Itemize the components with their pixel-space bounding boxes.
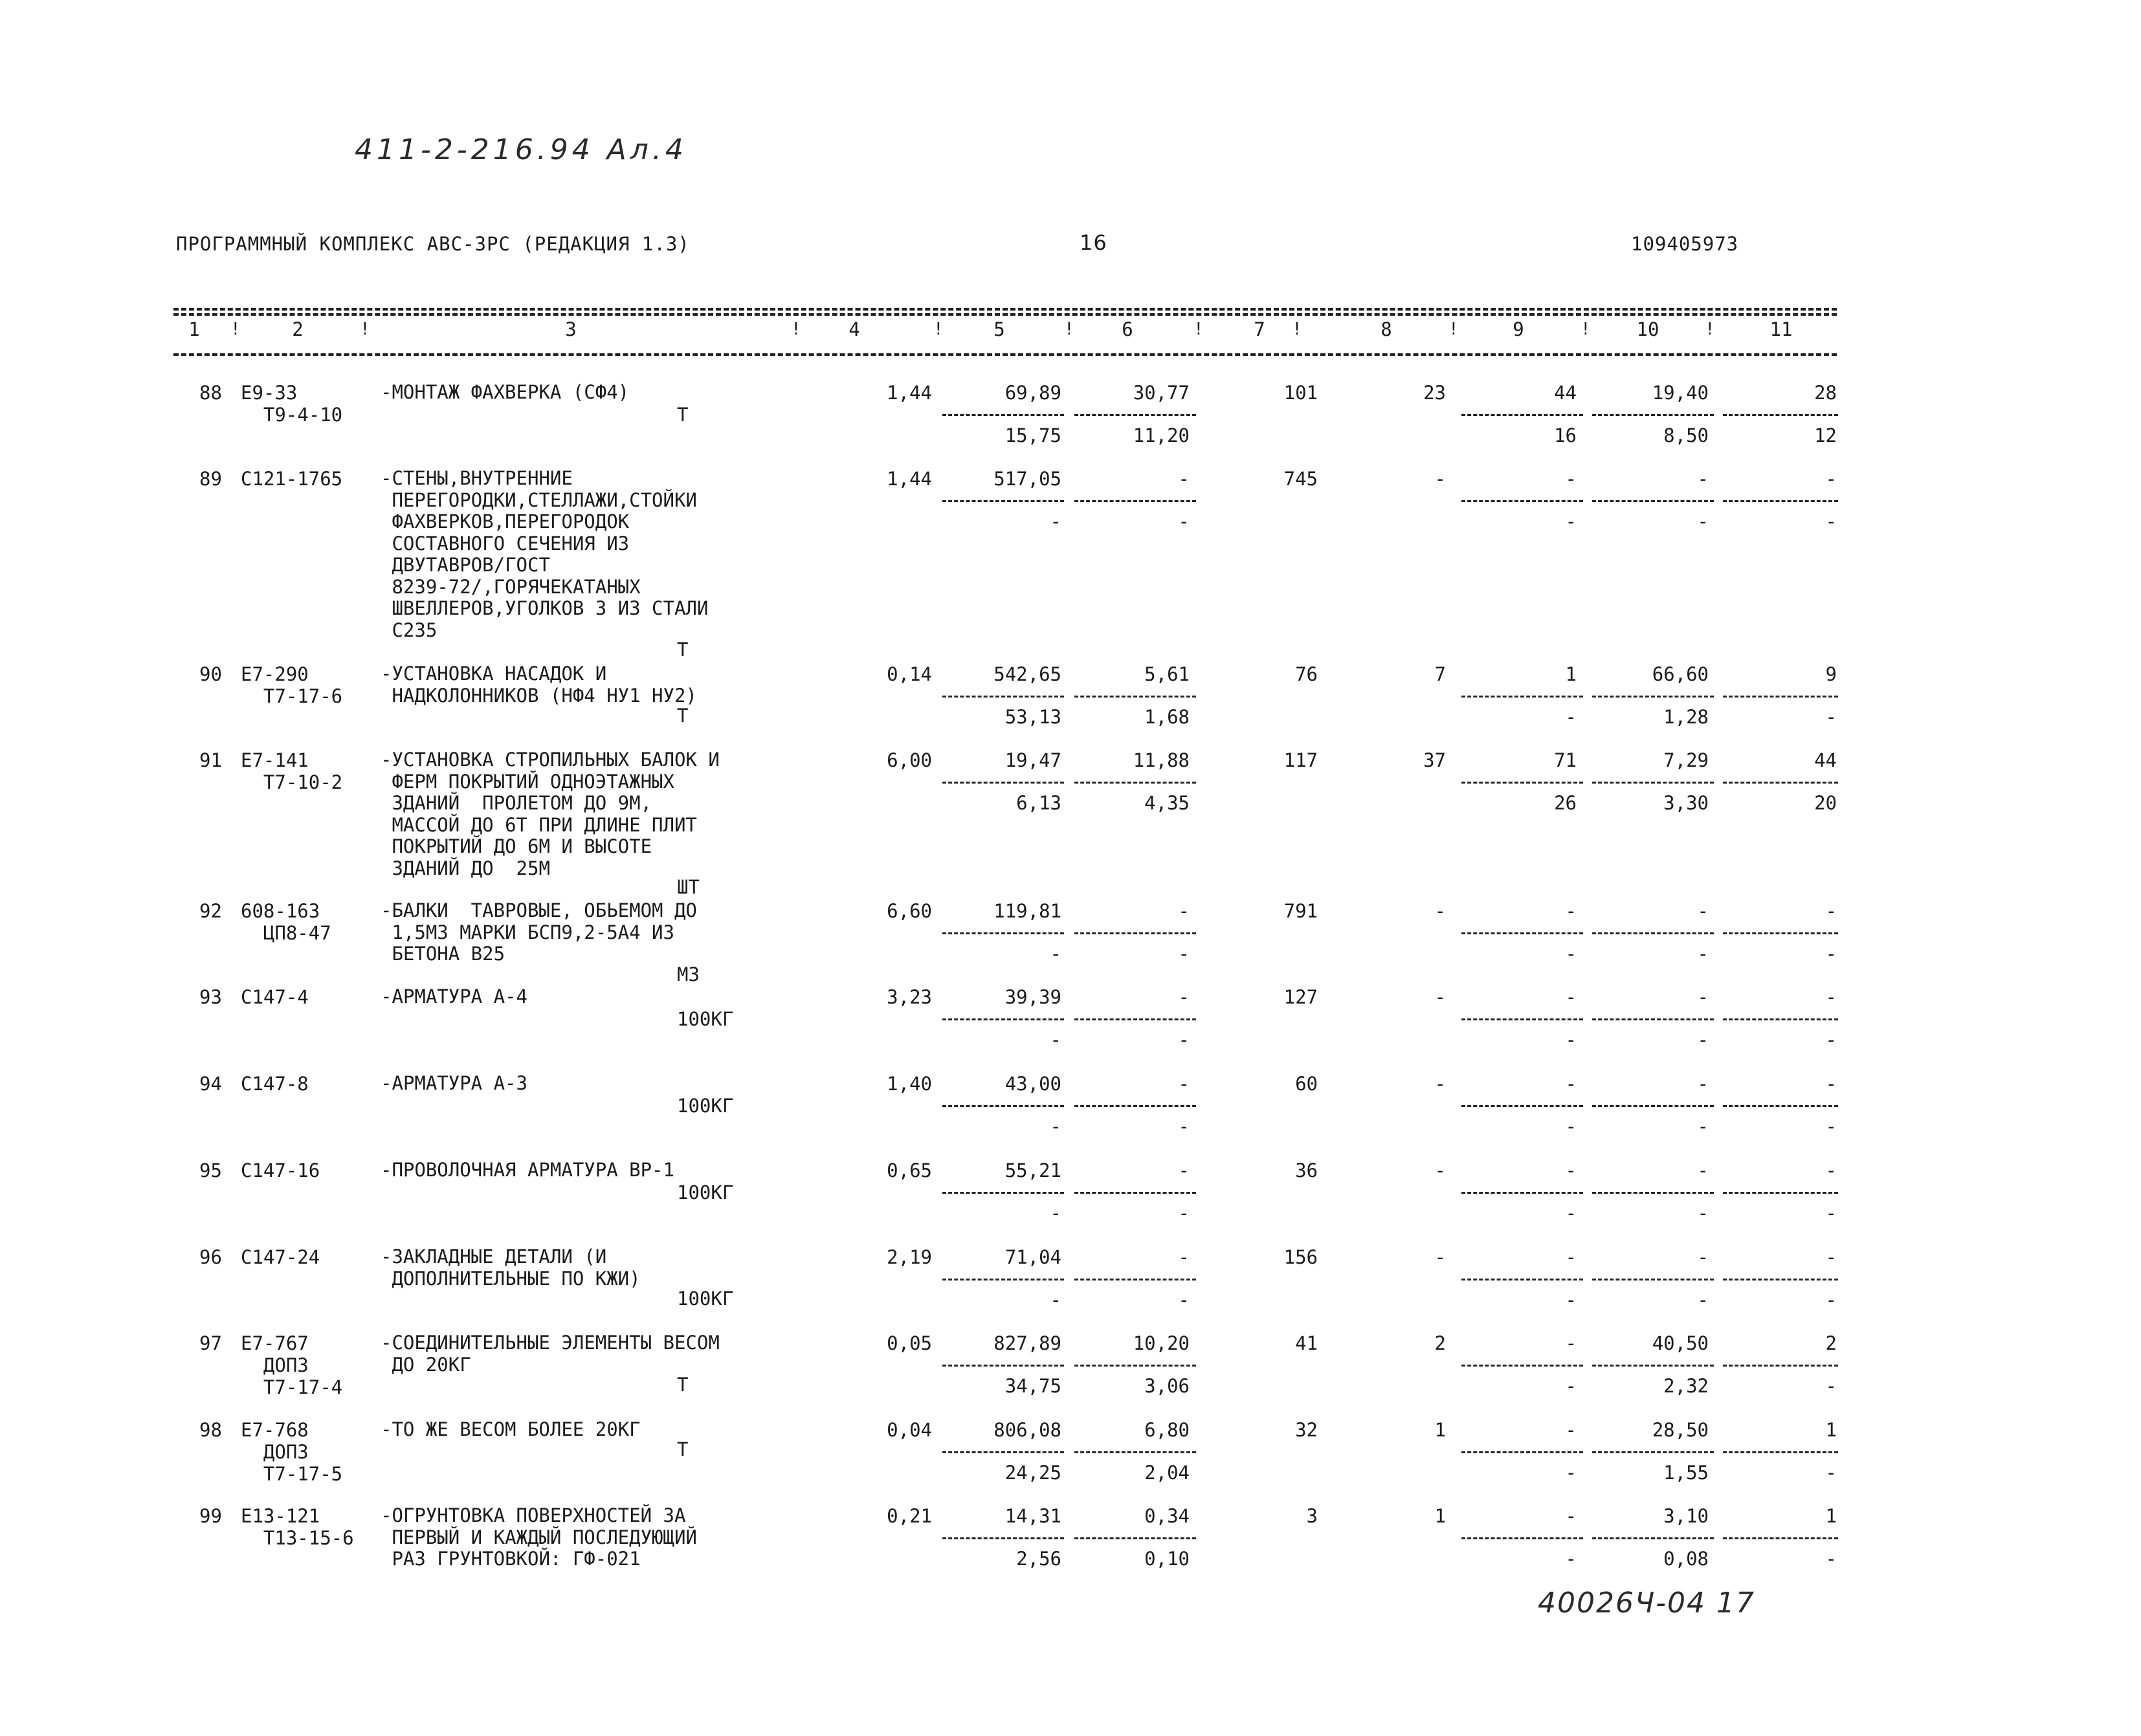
cell-col4: 1,44 — [887, 382, 932, 404]
cell-col11-bottom: - — [1825, 706, 1837, 728]
row-number: 98 — [199, 1419, 222, 1441]
row-code: Е7-141 Т7-10-2 — [241, 749, 343, 793]
cell-col6-bottom: - — [1178, 1029, 1190, 1051]
cell-col8: - — [1434, 900, 1446, 922]
cell-col6-bottom: 3,06 — [1144, 1375, 1190, 1397]
fraction-line-col10 — [1592, 1279, 1714, 1280]
cell-col8: - — [1434, 1073, 1446, 1095]
col-separator: ! — [933, 320, 944, 339]
col-separator: ! — [1448, 320, 1459, 339]
cell-col11-top: 28 — [1814, 382, 1837, 404]
fraction-line-col9 — [1461, 1365, 1583, 1367]
row-description: -АРМАТУРА А-4 — [381, 985, 527, 1007]
fraction-line-col9 — [1461, 932, 1583, 934]
row-code: С147-8 — [241, 1073, 309, 1095]
cell-col4: 0,04 — [887, 1419, 932, 1441]
col-header-10: 10 — [1636, 318, 1659, 340]
col-separator: ! — [1193, 320, 1204, 339]
cell-col4: 0,14 — [887, 663, 932, 685]
fraction-line-col9 — [1461, 696, 1583, 698]
handwritten-inventory-number: 40026Ч-04 17 — [1538, 1587, 1755, 1620]
fraction-line-col11 — [1723, 782, 1838, 784]
cell-col10-bottom: - — [1697, 1202, 1709, 1224]
fraction-line-col5 — [942, 1279, 1064, 1280]
cell-col5-bottom: - — [1050, 1115, 1061, 1137]
fraction-line-col10 — [1592, 932, 1714, 934]
fraction-line-col5 — [942, 1018, 1064, 1020]
fraction-line-col9 — [1461, 1451, 1583, 1453]
cell-col9-bottom: 16 — [1554, 424, 1577, 446]
cell-col6-bottom: - — [1178, 1115, 1190, 1137]
cell-col11-top: - — [1825, 1246, 1837, 1268]
fraction-line-col6 — [1074, 1018, 1196, 1020]
row-code: Е13-121 Т13-15-6 — [241, 1505, 354, 1549]
fraction-line-col5 — [942, 932, 1064, 934]
cell-col6-bottom: 1,68 — [1144, 706, 1190, 728]
cell-col10-bottom: - — [1697, 1029, 1709, 1051]
cell-col9-bottom: - — [1565, 1289, 1577, 1311]
cell-col7: 76 — [1295, 663, 1318, 685]
cell-col4: 1,40 — [887, 1073, 932, 1095]
cell-col6-top: - — [1178, 1246, 1190, 1268]
cell-col6-bottom: 11,20 — [1133, 424, 1190, 446]
cell-col10-bottom: - — [1697, 1115, 1709, 1137]
cell-col9-top: - — [1565, 1332, 1577, 1354]
cell-col5-bottom: 6,13 — [1016, 792, 1061, 814]
fraction-line-col9 — [1461, 1192, 1583, 1194]
cell-col10-bottom: - — [1697, 511, 1709, 533]
cell-col10-top: - — [1697, 1246, 1709, 1268]
cell-col5-bottom: 53,13 — [1004, 706, 1061, 728]
col-separator: ! — [230, 320, 241, 339]
row-description: -УСТАНОВКА НАСАДОК И НАДКОЛОННИКОВ (НФ4 НУ1 НУ2) — [381, 663, 697, 707]
fraction-line-col9 — [1461, 1279, 1583, 1280]
fraction-line-col6 — [1074, 696, 1196, 698]
fraction-line-col9 — [1461, 500, 1583, 502]
cell-col6-top: 6,80 — [1144, 1419, 1190, 1441]
fraction-line-col10 — [1592, 696, 1714, 698]
cell-col7: 60 — [1295, 1073, 1318, 1095]
cell-col9-bottom: - — [1565, 1202, 1577, 1224]
fraction-line-col10 — [1592, 1192, 1714, 1194]
cell-col5-top: 69,89 — [1004, 382, 1061, 404]
cell-col5-top: 39,39 — [1004, 986, 1061, 1008]
cell-col11-top: 1 — [1825, 1505, 1837, 1527]
row-code: Е7-290 Т7-17-6 — [241, 663, 343, 707]
cell-col8: - — [1434, 986, 1446, 1008]
cell-col5-top: 19,47 — [1004, 749, 1061, 771]
cell-col11-bottom: 12 — [1814, 424, 1837, 446]
fraction-line-col5 — [942, 1365, 1064, 1367]
fraction-line-col6 — [1074, 932, 1196, 934]
cell-col11-bottom: - — [1825, 1375, 1837, 1397]
fraction-line-col5 — [942, 1451, 1064, 1453]
cell-col6-bottom: 4,35 — [1144, 792, 1190, 814]
row-unit: 100КГ — [677, 1288, 734, 1310]
row-unit: 100КГ — [677, 1008, 734, 1030]
cell-col9-top: - — [1565, 1246, 1577, 1268]
row-unit: Т — [677, 639, 689, 661]
fraction-line-col9 — [1461, 1105, 1583, 1107]
row-unit: Т — [677, 1374, 689, 1396]
cell-col11-top: 1 — [1825, 1419, 1837, 1441]
cell-col4: 6,00 — [887, 749, 932, 771]
col-header-6: 6 — [1122, 318, 1133, 340]
row-code: С147-24 — [241, 1246, 320, 1268]
cell-col5-bottom: - — [1050, 1202, 1061, 1224]
row-description: -ПРОВОЛОЧНАЯ АРМАТУРА ВР-1 — [381, 1159, 674, 1181]
col-separator: ! — [360, 320, 370, 339]
row-unit: Т — [677, 1438, 689, 1460]
cell-col5-top: 14,31 — [1004, 1505, 1061, 1527]
cell-col7: 41 — [1295, 1332, 1318, 1354]
cell-col9-top: 44 — [1554, 382, 1577, 404]
row-unit: Т — [677, 404, 689, 426]
row-number: 91 — [199, 749, 222, 771]
cell-col8: - — [1434, 1246, 1446, 1268]
cell-col9-top: - — [1565, 1419, 1577, 1441]
col-separator: ! — [791, 320, 801, 339]
fraction-line-col11 — [1723, 932, 1838, 934]
row-description: -СОЕДИНИТЕЛЬНЫЕ ЭЛЕМЕНТЫ ВЕСОМ ДО 20КГ — [381, 1332, 720, 1376]
col-header-9: 9 — [1513, 318, 1524, 340]
header-rule-top — [173, 308, 1837, 311]
cell-col6-bottom: - — [1178, 943, 1190, 965]
cell-col9-top: - — [1565, 900, 1577, 922]
fraction-line-col11 — [1723, 1192, 1838, 1194]
row-number: 95 — [199, 1159, 222, 1181]
fraction-line-col11 — [1723, 500, 1838, 502]
row-description: -БАЛКИ ТАВРОВЫЕ, ОБЬЕМОМ ДО 1,5М3 МАРКИ БСП9,2-5А4 ИЗ БЕТОНА В25 — [381, 899, 697, 965]
fraction-line-col10 — [1592, 1018, 1714, 1020]
col-header-1: 1 — [188, 318, 200, 340]
cell-col5-top: 43,00 — [1004, 1073, 1061, 1095]
cell-col11-top: - — [1825, 1073, 1837, 1095]
row-description: -АРМАТУРА А-3 — [381, 1072, 527, 1094]
fraction-line-col11 — [1723, 1537, 1838, 1539]
fraction-line-col6 — [1074, 1279, 1196, 1280]
fraction-line-col11 — [1723, 414, 1838, 416]
cell-col8: 37 — [1423, 749, 1446, 771]
cell-col5-top: 71,04 — [1004, 1246, 1061, 1268]
fraction-line-col5 — [942, 1105, 1064, 1107]
row-code: С121-1765 — [241, 468, 343, 490]
row-number: 93 — [199, 986, 222, 1008]
cell-col9-bottom: - — [1565, 511, 1577, 533]
row-code: С147-4 — [241, 986, 309, 1008]
cell-col10-top: - — [1697, 468, 1709, 490]
cell-col4: 2,19 — [887, 1246, 932, 1268]
cell-col10-top: 3,10 — [1663, 1505, 1709, 1527]
fraction-line-col5 — [942, 1537, 1064, 1539]
handwritten-doc-code: 411-2-216.94 Ал.4 — [355, 133, 687, 166]
doc-number: 109405973 — [1631, 233, 1739, 255]
cell-col11-bottom: - — [1825, 1202, 1837, 1224]
cell-col7: 127 — [1283, 986, 1318, 1008]
cell-col10-bottom: 3,30 — [1663, 792, 1709, 814]
row-code: Е7-768 ДОП3 Т7-17-5 — [241, 1419, 343, 1485]
fraction-line-col10 — [1592, 1365, 1714, 1367]
cell-col6-bottom: 2,04 — [1144, 1462, 1190, 1484]
row-code: 608-163 ЦП8-47 — [241, 900, 331, 944]
fraction-line-col6 — [1074, 1537, 1196, 1539]
cell-col11-top: 44 — [1814, 749, 1837, 771]
col-separator: ! — [1581, 320, 1591, 339]
cell-col11-top: 2 — [1825, 1332, 1837, 1354]
cell-col9-top: 71 — [1554, 749, 1577, 771]
cell-col6-top: 0,34 — [1144, 1505, 1190, 1527]
cell-col10-top: 40,50 — [1652, 1332, 1709, 1354]
cell-col5-bottom: - — [1050, 1289, 1061, 1311]
cell-col5-top: 542,65 — [993, 663, 1061, 685]
fraction-line-col9 — [1461, 1018, 1583, 1020]
cell-col9-top: - — [1565, 986, 1577, 1008]
cell-col8: 7 — [1434, 663, 1446, 685]
cell-col10-bottom: 2,32 — [1663, 1375, 1709, 1397]
row-description: -ЗАКЛАДНЫЕ ДЕТАЛИ (И ДОПОЛНИТЕЛЬНЫЕ ПО КЖИ) — [381, 1246, 641, 1290]
cell-col11-bottom: - — [1825, 1548, 1837, 1570]
fraction-line-col5 — [942, 696, 1064, 698]
cell-col10-bottom: - — [1697, 943, 1709, 965]
cell-col6-top: 5,61 — [1144, 663, 1190, 685]
row-number: 90 — [199, 663, 222, 685]
cell-col9-bottom: - — [1565, 943, 1577, 965]
cell-col5-bottom: 2,56 — [1016, 1548, 1061, 1570]
cell-col5-bottom: 24,25 — [1004, 1462, 1061, 1484]
row-description: -ОГРУНТОВКА ПОВЕРХНОСТЕЙ ЗА ПЕРВЫЙ И КАЖДЫЙ ПОСЛЕДУЮЩИЙ РАЗ ГРУНТОВКОЙ: ГФ-021 — [381, 1504, 697, 1570]
cell-col4: 1,44 — [887, 468, 932, 490]
cell-col6-top: 30,77 — [1133, 382, 1190, 404]
cell-col10-top: - — [1697, 1073, 1709, 1095]
cell-col9-bottom: - — [1565, 1029, 1577, 1051]
row-description: -МОНТАЖ ФАХВЕРКА (СФ4) — [381, 381, 630, 403]
cell-col5-top: 517,05 — [993, 468, 1061, 490]
cell-col10-bottom: 1,55 — [1663, 1462, 1709, 1484]
col-header-11: 11 — [1769, 318, 1793, 340]
cell-col4: 0,05 — [887, 1332, 932, 1354]
cell-col9-bottom: 26 — [1554, 792, 1577, 814]
cell-col11-bottom: - — [1825, 943, 1837, 965]
col-header-5: 5 — [993, 318, 1005, 340]
cell-col8: 23 — [1423, 382, 1446, 404]
cell-col10-bottom: 8,50 — [1663, 424, 1709, 446]
cell-col7: 32 — [1295, 1419, 1318, 1441]
cell-col9-bottom: - — [1565, 1115, 1577, 1137]
cell-col10-top: - — [1697, 1159, 1709, 1181]
fraction-line-col6 — [1074, 782, 1196, 784]
fraction-line-col10 — [1592, 782, 1714, 784]
fraction-line-col11 — [1723, 696, 1838, 698]
cell-col6-top: 10,20 — [1133, 1332, 1190, 1354]
cell-col7: 745 — [1283, 468, 1318, 490]
cell-col8: - — [1434, 1159, 1446, 1181]
col-header-7: 7 — [1254, 318, 1265, 340]
row-unit: 100КГ — [677, 1181, 734, 1203]
cell-col11-top: - — [1825, 986, 1837, 1008]
cell-col10-bottom: 1,28 — [1663, 706, 1709, 728]
cell-col9-bottom: - — [1565, 1548, 1577, 1570]
fraction-line-col5 — [942, 782, 1064, 784]
col-header-2: 2 — [292, 318, 304, 340]
cell-col6-bottom: - — [1178, 1202, 1190, 1224]
cell-col10-top: - — [1697, 900, 1709, 922]
cell-col8: 1 — [1434, 1419, 1446, 1441]
fraction-line-col11 — [1723, 1365, 1838, 1367]
fraction-line-col9 — [1461, 782, 1583, 784]
row-number: 99 — [199, 1505, 222, 1527]
cell-col5-top: 55,21 — [1004, 1159, 1061, 1181]
cell-col8: 2 — [1434, 1332, 1446, 1354]
col-header-3: 3 — [565, 318, 577, 340]
fraction-line-col6 — [1074, 1105, 1196, 1107]
cell-col9-top: - — [1565, 1159, 1577, 1181]
cell-col4: 0,65 — [887, 1159, 932, 1181]
row-unit: 100КГ — [677, 1095, 734, 1117]
row-code: Е9-33 Т9-4-10 — [241, 382, 343, 426]
row-number: 96 — [199, 1246, 222, 1268]
cell-col11-bottom: - — [1825, 1462, 1837, 1484]
cell-col7: 791 — [1283, 900, 1318, 922]
row-number: 97 — [199, 1332, 222, 1354]
cell-col5-bottom: 34,75 — [1004, 1375, 1061, 1397]
cell-col11-top: 9 — [1825, 663, 1837, 685]
cell-col10-top: - — [1697, 986, 1709, 1008]
cell-col10-top: 28,50 — [1652, 1419, 1709, 1441]
fraction-line-col11 — [1723, 1451, 1838, 1453]
fraction-line-col5 — [942, 414, 1064, 416]
cell-col9-bottom: - — [1565, 1462, 1577, 1484]
cell-col11-top: - — [1825, 468, 1837, 490]
fraction-line-col6 — [1074, 414, 1196, 416]
cell-col6-top: - — [1178, 900, 1190, 922]
row-number: 92 — [199, 900, 222, 922]
cell-col9-top: - — [1565, 1073, 1577, 1095]
fraction-line-col10 — [1592, 1537, 1714, 1539]
fraction-line-col10 — [1592, 1451, 1714, 1453]
fraction-line-col5 — [942, 1192, 1064, 1194]
fraction-line-col6 — [1074, 1365, 1196, 1367]
cell-col4: 0,21 — [887, 1505, 932, 1527]
program-title: ПРОГРАММНЫЙ КОМПЛЕКС АВС-3РС (РЕДАКЦИЯ 1.3) — [176, 233, 690, 255]
row-description: -ТО ЖЕ ВЕСОМ БОЛЕЕ 20КГ — [381, 1418, 641, 1440]
row-number: 94 — [199, 1073, 222, 1095]
cell-col8: - — [1434, 468, 1446, 490]
fraction-line-col11 — [1723, 1279, 1838, 1280]
cell-col9-top: 1 — [1565, 663, 1577, 685]
cell-col5-bottom: - — [1050, 943, 1061, 965]
cell-col7: 3 — [1306, 1505, 1318, 1527]
fraction-line-col5 — [942, 500, 1064, 502]
fraction-line-col9 — [1461, 1537, 1583, 1539]
cell-col5-top: 806,08 — [993, 1419, 1061, 1441]
cell-col6-top: - — [1178, 1073, 1190, 1095]
cell-col6-top: - — [1178, 986, 1190, 1008]
fraction-line-col11 — [1723, 1105, 1838, 1107]
cell-col6-top: 11,88 — [1133, 749, 1190, 771]
cell-col5-top: 827,89 — [993, 1332, 1061, 1354]
row-unit: Т — [677, 705, 689, 727]
fraction-line-col10 — [1592, 1105, 1714, 1107]
cell-col11-top: - — [1825, 900, 1837, 922]
cell-col10-top: 7,29 — [1663, 749, 1709, 771]
cell-col4: 3,23 — [887, 986, 932, 1008]
fraction-line-col6 — [1074, 1451, 1196, 1453]
cell-col6-top: - — [1178, 468, 1190, 490]
col-header-8: 8 — [1381, 318, 1392, 340]
cell-col5-bottom: 15,75 — [1004, 424, 1061, 446]
header-rule-bottom — [173, 353, 1837, 356]
row-number: 89 — [199, 468, 222, 490]
cell-col5-top: 119,81 — [993, 900, 1061, 922]
cell-col11-bottom: - — [1825, 1289, 1837, 1311]
row-unit: М3 — [677, 963, 700, 985]
cell-col6-bottom: - — [1178, 511, 1190, 533]
row-description: -СТЕНЫ,ВНУТРЕННИЕ ПЕРЕГОРОДКИ,СТЕЛЛАЖИ,СТОЙКИ ФАХВЕРКОВ,ПЕРЕГОРОДОК СОСТАВНОГО СЕЧЕНИЯ ИЗ ДВУТАВРОВ/ГОСТ 8239-72/,ГОРЯЧЕКАТАНЫХ ШВЕЛЛЕРОВ,УГОЛКОВ 3 ИЗ СТАЛИ С235 — [381, 467, 709, 641]
cell-col5-bottom: - — [1050, 511, 1061, 533]
cell-col6-bottom: 0,10 — [1144, 1548, 1190, 1570]
col-separator: ! — [1705, 320, 1715, 339]
cell-col11-bottom: - — [1825, 1029, 1837, 1051]
cell-col9-top: - — [1565, 1505, 1577, 1527]
row-description: -УСТАНОВКА СТРОПИЛЬНЫХ БАЛОК И ФЕРМ ПОКРЫТИЙ ОДНОЭТАЖНЫХ ЗДАНИЙ ПРОЛЕТОМ ДО 9М, МАССОЙ ДО 6Т ПРИ ДЛИНЕ ПЛИТ ПОКРЫТИЙ ДО 6М И ВЫСОТЕ ЗДАНИЙ ДО 25М — [381, 749, 720, 879]
row-code: Е7-767 ДОП3 Т7-17-4 — [241, 1332, 343, 1398]
cell-col9-bottom: - — [1565, 1375, 1577, 1397]
fraction-line-col10 — [1592, 500, 1714, 502]
col-header-4: 4 — [849, 318, 860, 340]
fraction-line-col6 — [1074, 1192, 1196, 1194]
cell-col8: 1 — [1434, 1505, 1446, 1527]
cell-col10-top: 66,60 — [1652, 663, 1709, 685]
page-number: 16 — [1080, 230, 1107, 255]
col-separator: ! — [1292, 320, 1302, 339]
col-separator: ! — [1064, 320, 1074, 339]
cell-col10-top: 19,40 — [1652, 382, 1709, 404]
cell-col10-bottom: - — [1697, 1289, 1709, 1311]
cell-col9-top: - — [1565, 468, 1577, 490]
cell-col10-bottom: 0,08 — [1663, 1548, 1709, 1570]
cell-col11-top: - — [1825, 1159, 1837, 1181]
fraction-line-col9 — [1461, 414, 1583, 416]
cell-col7: 36 — [1295, 1159, 1318, 1181]
cell-col11-bottom: 20 — [1814, 792, 1837, 814]
cell-col6-bottom: - — [1178, 1289, 1190, 1311]
cell-col6-top: - — [1178, 1159, 1190, 1181]
cell-col7: 156 — [1283, 1246, 1318, 1268]
cell-col4: 6,60 — [887, 900, 932, 922]
fraction-line-col11 — [1723, 1018, 1838, 1020]
header-rule-top-2 — [173, 313, 1837, 316]
cell-col5-bottom: - — [1050, 1029, 1061, 1051]
cell-col7: 101 — [1283, 382, 1318, 404]
cell-col11-bottom: - — [1825, 1115, 1837, 1137]
row-code: С147-16 — [241, 1159, 320, 1181]
fraction-line-col6 — [1074, 500, 1196, 502]
cell-col7: 117 — [1283, 749, 1318, 771]
fraction-line-col10 — [1592, 414, 1714, 416]
cell-col9-bottom: - — [1565, 706, 1577, 728]
row-unit: ШТ — [677, 876, 700, 898]
cell-col11-bottom: - — [1825, 511, 1837, 533]
row-number: 88 — [199, 382, 222, 404]
